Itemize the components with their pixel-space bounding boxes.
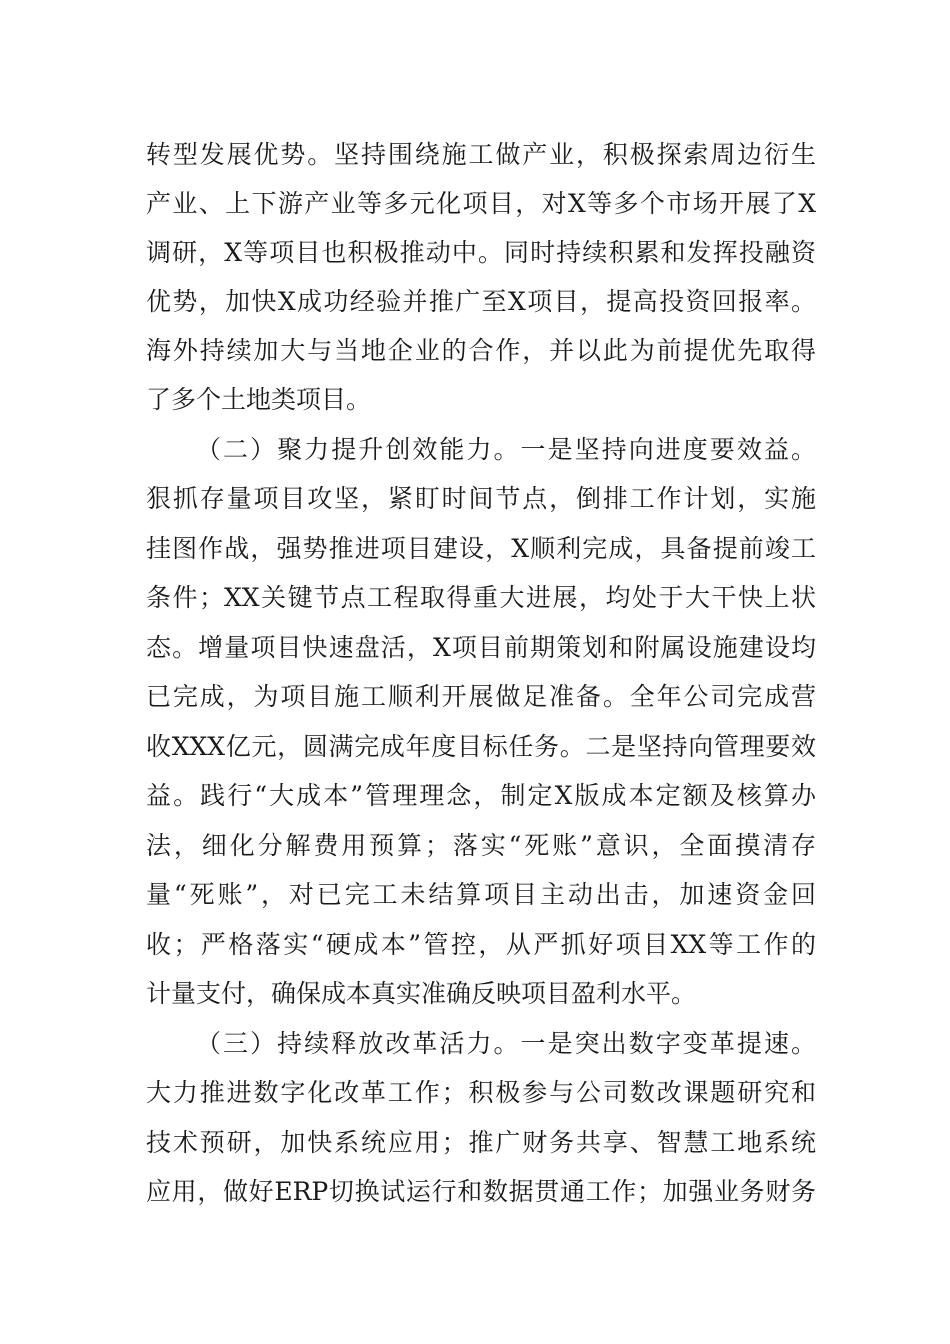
text-line: 收；严格落实“硬成本”管控，从严抓好项目XX等工作的 (146, 930, 816, 959)
text-line: 收XXX亿元，圆满完成年度目标任务。二是坚持向管理要效 (146, 732, 816, 761)
text-line: 狠抓存量项目攻坚，紧盯时间节点，倒排工作计划，实施 (146, 484, 816, 513)
text-line: 法，细化分解费用预算；落实“死账”意识，全面摸清存 (146, 831, 816, 860)
text-line: 态。增量项目快速盘活，X项目前期策划和附属设施建设均 (146, 633, 816, 662)
text-line: 量“死账”，对已完工未结算项目主动出击，加速资金回 (146, 880, 816, 909)
text-line: 应用，做好ERP切换试运行和数据贯通工作；加强业务财务 (146, 1177, 816, 1206)
text-line: 技术预研，加快系统应用；推广财务共享、智慧工地系统 (146, 1128, 816, 1157)
text-line: 转型发展优势。坚持围绕施工做产业，积极探索周边衍生 (146, 140, 816, 169)
text-line: 调研，X等项目也积极推动中。同时持续积累和发挥投融资 (146, 238, 816, 267)
text-line: 大力推进数字化改革工作；积极参与公司数改课题研究和 (146, 1078, 816, 1107)
section-heading-line: （二）聚力提升创效能力。一是坚持向进度要效益。 (196, 435, 816, 464)
text-line: 挂图作战，强势推进项目建设，X顺利完成，具备提前竣工 (146, 534, 816, 563)
text-line: 海外持续加大与当地企业的合作，并以此为前提优先取得 (146, 336, 816, 365)
text-line: 已完成，为项目施工顺利开展做足准备。全年公司完成营 (146, 682, 816, 711)
text-line: 产业、上下游产业等多元化项目，对X等多个市场开展了X (146, 189, 816, 218)
text-line: 计量支付，确保成本真实准确反映项目盈利水平。 (146, 979, 697, 1008)
text-line: 了多个土地类项目。 (146, 385, 372, 414)
text-line: 优势，加快X成功经验并推广至X项目，提高投资回报率。 (146, 287, 816, 316)
text-line: 益。践行“大成本”管理理念，制定X版成本定额及核算办 (146, 781, 816, 810)
section-heading-line: （三）持续释放改革活力。一是突出数字变革提速。 (196, 1029, 816, 1058)
text-line: 条件；XX关键节点工程取得重大进展，均处于大干快上状 (146, 583, 816, 612)
